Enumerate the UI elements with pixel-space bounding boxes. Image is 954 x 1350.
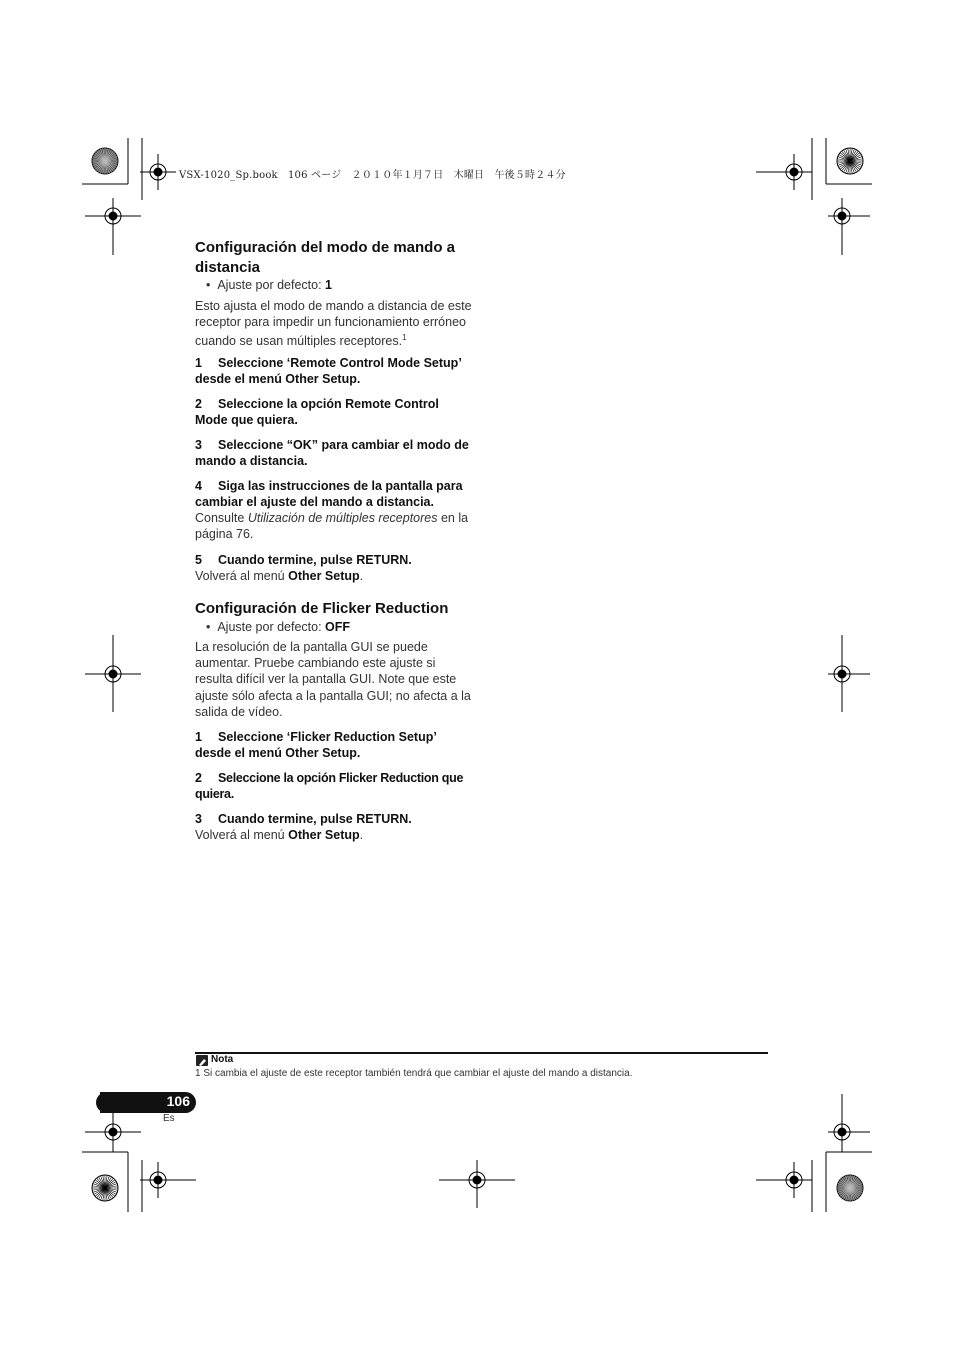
bullet: • [206,620,218,634]
note-pencil-icon [196,1055,208,1066]
registration-starburst-icon [837,1175,863,1201]
step-5-note: Volverá al menú Other Setup. [195,569,364,583]
default-label: Ajuste por defecto: [217,620,322,634]
flicker-step-3: 3 Cuando termine, pulse RETURN. [195,812,412,826]
intro-flicker: La resolución de la pantalla GUI se puede aumentar. Pruebe cambiando este ajuste si resulta difícil ver la pantalla GUI. Note que este ajuste sólo afecta a la pantalla GUI; no afecta a la salida de vídeo. [195,640,471,719]
section-title-flicker: Configuración de Flicker Reduction [195,600,449,617]
step-1: 1 Seleccione ‘Remote Control Mode Setup’ desde el menú Other Setup. [195,356,462,387]
registration-starburst-icon [837,148,863,174]
section-title-remote-mode: Configuración del modo de mando a distancia [195,239,456,276]
flicker-step-3-note: Volverá al menú Other Setup. [195,828,364,842]
default-value: 1 [325,278,332,292]
step-4: 4 Siga las instrucciones de la pantalla para cambiar el ajuste del mando a distancia. [195,479,463,510]
intro-text: Esto ajusta el modo de mando a distancia de este receptor para impedir un funcionamiento erróneo cuando se usan múltiples receptores. [195,299,472,349]
bullet: • [206,278,218,292]
footnote-1: 1 Si cambia el ajuste de este receptor también tendrá que cambiar el ajuste del mando a distancia. [195,1068,633,1079]
book-info-header: VSX-1020_Sp.book 106 ページ ２０１０年１月７日 木曜日 午後５時２４分 [179,170,566,181]
language-code: Es [163,1113,175,1124]
step-3: 3 Seleccione “OK” para cambiar el modo de mando a distancia. [195,438,469,469]
registration-starburst-icon [92,148,118,174]
step-2: 2 Seleccione la opción Remote Control Mode que quiera. [195,397,439,428]
intro-remote-mode [195,298,473,350]
notes-divider [195,1052,768,1054]
notes-label: Nota [211,1054,234,1065]
flicker-step-1: 1 Seleccione ‘Flicker Reduction Setup’ desde el menú Other Setup. [195,730,437,761]
registration-starburst-icon [92,1175,118,1201]
default-setting-flicker [206,619,350,635]
default-value: OFF [325,620,351,634]
default-label: Ajuste por defecto: [217,278,322,292]
page-number: 106 [166,1093,190,1109]
step-5: 5 Cuando termine, pulse RETURN. [195,553,412,567]
default-setting-remote [206,277,332,293]
footnote-ref: 1 [402,333,407,343]
flicker-step-2: 2 Seleccione la opción Flicker Reduction que quiera. [195,771,464,802]
step-4-note: Consulte Utilización de múltiples receptores en la página 76. [195,511,469,542]
